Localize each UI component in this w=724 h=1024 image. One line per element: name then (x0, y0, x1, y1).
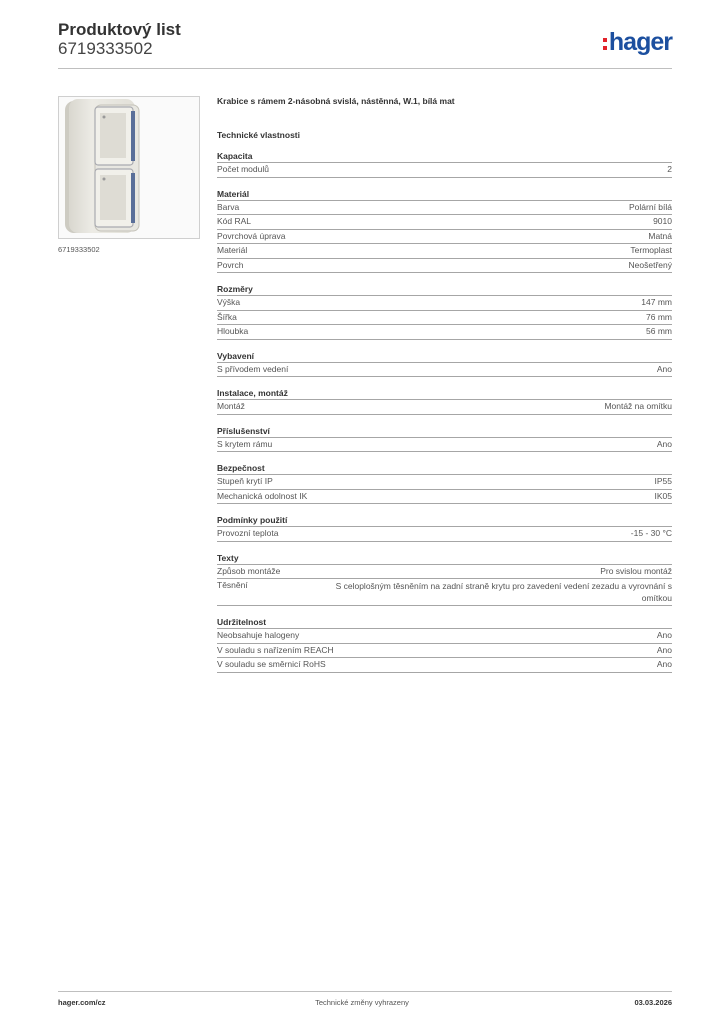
spec-value: Ano (656, 438, 672, 449)
spec-row (217, 258, 672, 274)
section-title: Udržitelnost (217, 617, 267, 627)
spec-label: Kód RAL (217, 216, 252, 226)
footer-divider (58, 991, 672, 992)
product-number: 6719333502 (58, 39, 153, 58)
spec-row (217, 229, 672, 244)
spec-value: Matná (648, 230, 672, 241)
product-description: Krabice s rámem 2-násobná svislá, nástěnná, W.1, bílá mat (217, 96, 455, 106)
section-title: Příslušenství (217, 425, 270, 436)
section-title: Instalace, montáž (217, 388, 288, 398)
spec-content (217, 96, 672, 673)
section-prislusenstvi (217, 426, 672, 453)
spec-value: 2 (667, 164, 672, 174)
spec-value: -15 - 30 °C (630, 528, 672, 538)
spec-label: Barva (217, 201, 240, 212)
wall-box-illustration-icon (59, 97, 199, 238)
spec-value: Pro svislou montáž (600, 565, 672, 576)
section-title: Kapacita (217, 151, 253, 161)
spec-label: Neobsahuje halogeny (217, 630, 300, 640)
spec-value: 147 mm (641, 297, 672, 307)
spec-label: S přívodem vedení (217, 363, 289, 374)
section-kapacita (217, 151, 672, 178)
spec-label: Mechanická odolnost IK (217, 490, 308, 501)
spec-row (217, 564, 672, 579)
spec-row (217, 324, 672, 340)
spec-label: Počet modulů (217, 164, 269, 174)
footer-disclaimer: Technické změny vyhrazeny (315, 998, 409, 1007)
spec-value: 76 mm (646, 311, 672, 322)
spec-row (217, 437, 672, 453)
spec-row (217, 526, 672, 542)
section-rozmery (217, 284, 672, 340)
spec-label: Šířka (217, 311, 237, 322)
spec-label: S krytem rámu (217, 438, 273, 449)
logo-text: hager (608, 28, 672, 56)
tech-heading: Technické vlastnosti (217, 130, 300, 140)
hager-logo[interactable] (603, 28, 672, 56)
spec-label: V souladu se směrnicí RoHS (217, 659, 326, 669)
spec-row (217, 399, 672, 415)
spec-value: IK05 (654, 490, 672, 501)
spec-row (217, 362, 672, 378)
footer-date: 03.03.2026 (634, 998, 672, 1007)
spec-row (217, 310, 672, 325)
spec-value: Termoplast (630, 245, 672, 255)
spec-row (217, 295, 672, 310)
product-image (58, 96, 200, 239)
section-title: Podmínky použití (217, 515, 288, 525)
spec-value: Ano (656, 644, 672, 655)
spec-row (217, 474, 672, 489)
section-vybaveni (217, 351, 672, 378)
spec-value: 56 mm (646, 326, 672, 336)
spec-row (217, 200, 672, 215)
section-title: Vybavení (217, 350, 255, 361)
section-udrzitelnost (217, 617, 672, 673)
page-header (58, 20, 672, 70)
spec-label: Stupeň krytí IP (217, 476, 273, 486)
spec-label: Materiál (217, 245, 248, 255)
footer-website-link[interactable]: hager.com/cz (58, 998, 106, 1007)
section-title: Rozměry (217, 284, 253, 294)
section-title: Bezpečnost (217, 463, 265, 473)
spec-value: S celoplošným těsněním na zadní straně krytu pro zavedení vedení zezadu a vyrovnání s omítkou (335, 581, 672, 603)
section-texty (217, 553, 672, 607)
spec-label: V souladu s nařízením REACH (217, 644, 334, 655)
spec-value: Ano (656, 659, 672, 669)
spec-row (217, 214, 672, 229)
spec-value: IP55 (654, 476, 672, 486)
spec-value: Ano (656, 630, 672, 640)
spec-value: Ano (656, 363, 672, 374)
section-bezpecnost (217, 463, 672, 504)
page-title: Produktový list (58, 20, 181, 39)
spec-label: Výška (217, 297, 241, 307)
header-divider (58, 68, 672, 69)
section-instalace (217, 388, 672, 415)
spec-value: Montáž na omítku (604, 401, 672, 411)
image-caption: 6719333502 (58, 245, 100, 254)
spec-row (217, 578, 672, 606)
section-podminky (217, 515, 672, 542)
section-title: Materiál (217, 188, 250, 199)
spec-label: Povrchová úprava (217, 230, 286, 241)
spec-label: Způsob montáže (217, 565, 281, 576)
spec-value: 9010 (653, 216, 672, 226)
logo-dots-icon (603, 38, 607, 50)
section-material (217, 189, 672, 274)
spec-label: Montáž (217, 401, 245, 411)
spec-row (217, 162, 672, 178)
spec-label: Hloubka (217, 326, 249, 336)
spec-label: Povrch (217, 259, 244, 270)
spec-row (217, 643, 672, 658)
spec-row (217, 243, 672, 258)
spec-label: Provozní teplota (217, 528, 279, 538)
spec-value: Polární bílá (629, 201, 672, 212)
section-title: Texty (217, 552, 239, 563)
spec-value: Neošetřený (628, 259, 672, 270)
spec-row (217, 628, 672, 643)
spec-row (217, 489, 672, 505)
spec-label: Těsnění (217, 580, 248, 590)
spec-row (217, 657, 672, 673)
